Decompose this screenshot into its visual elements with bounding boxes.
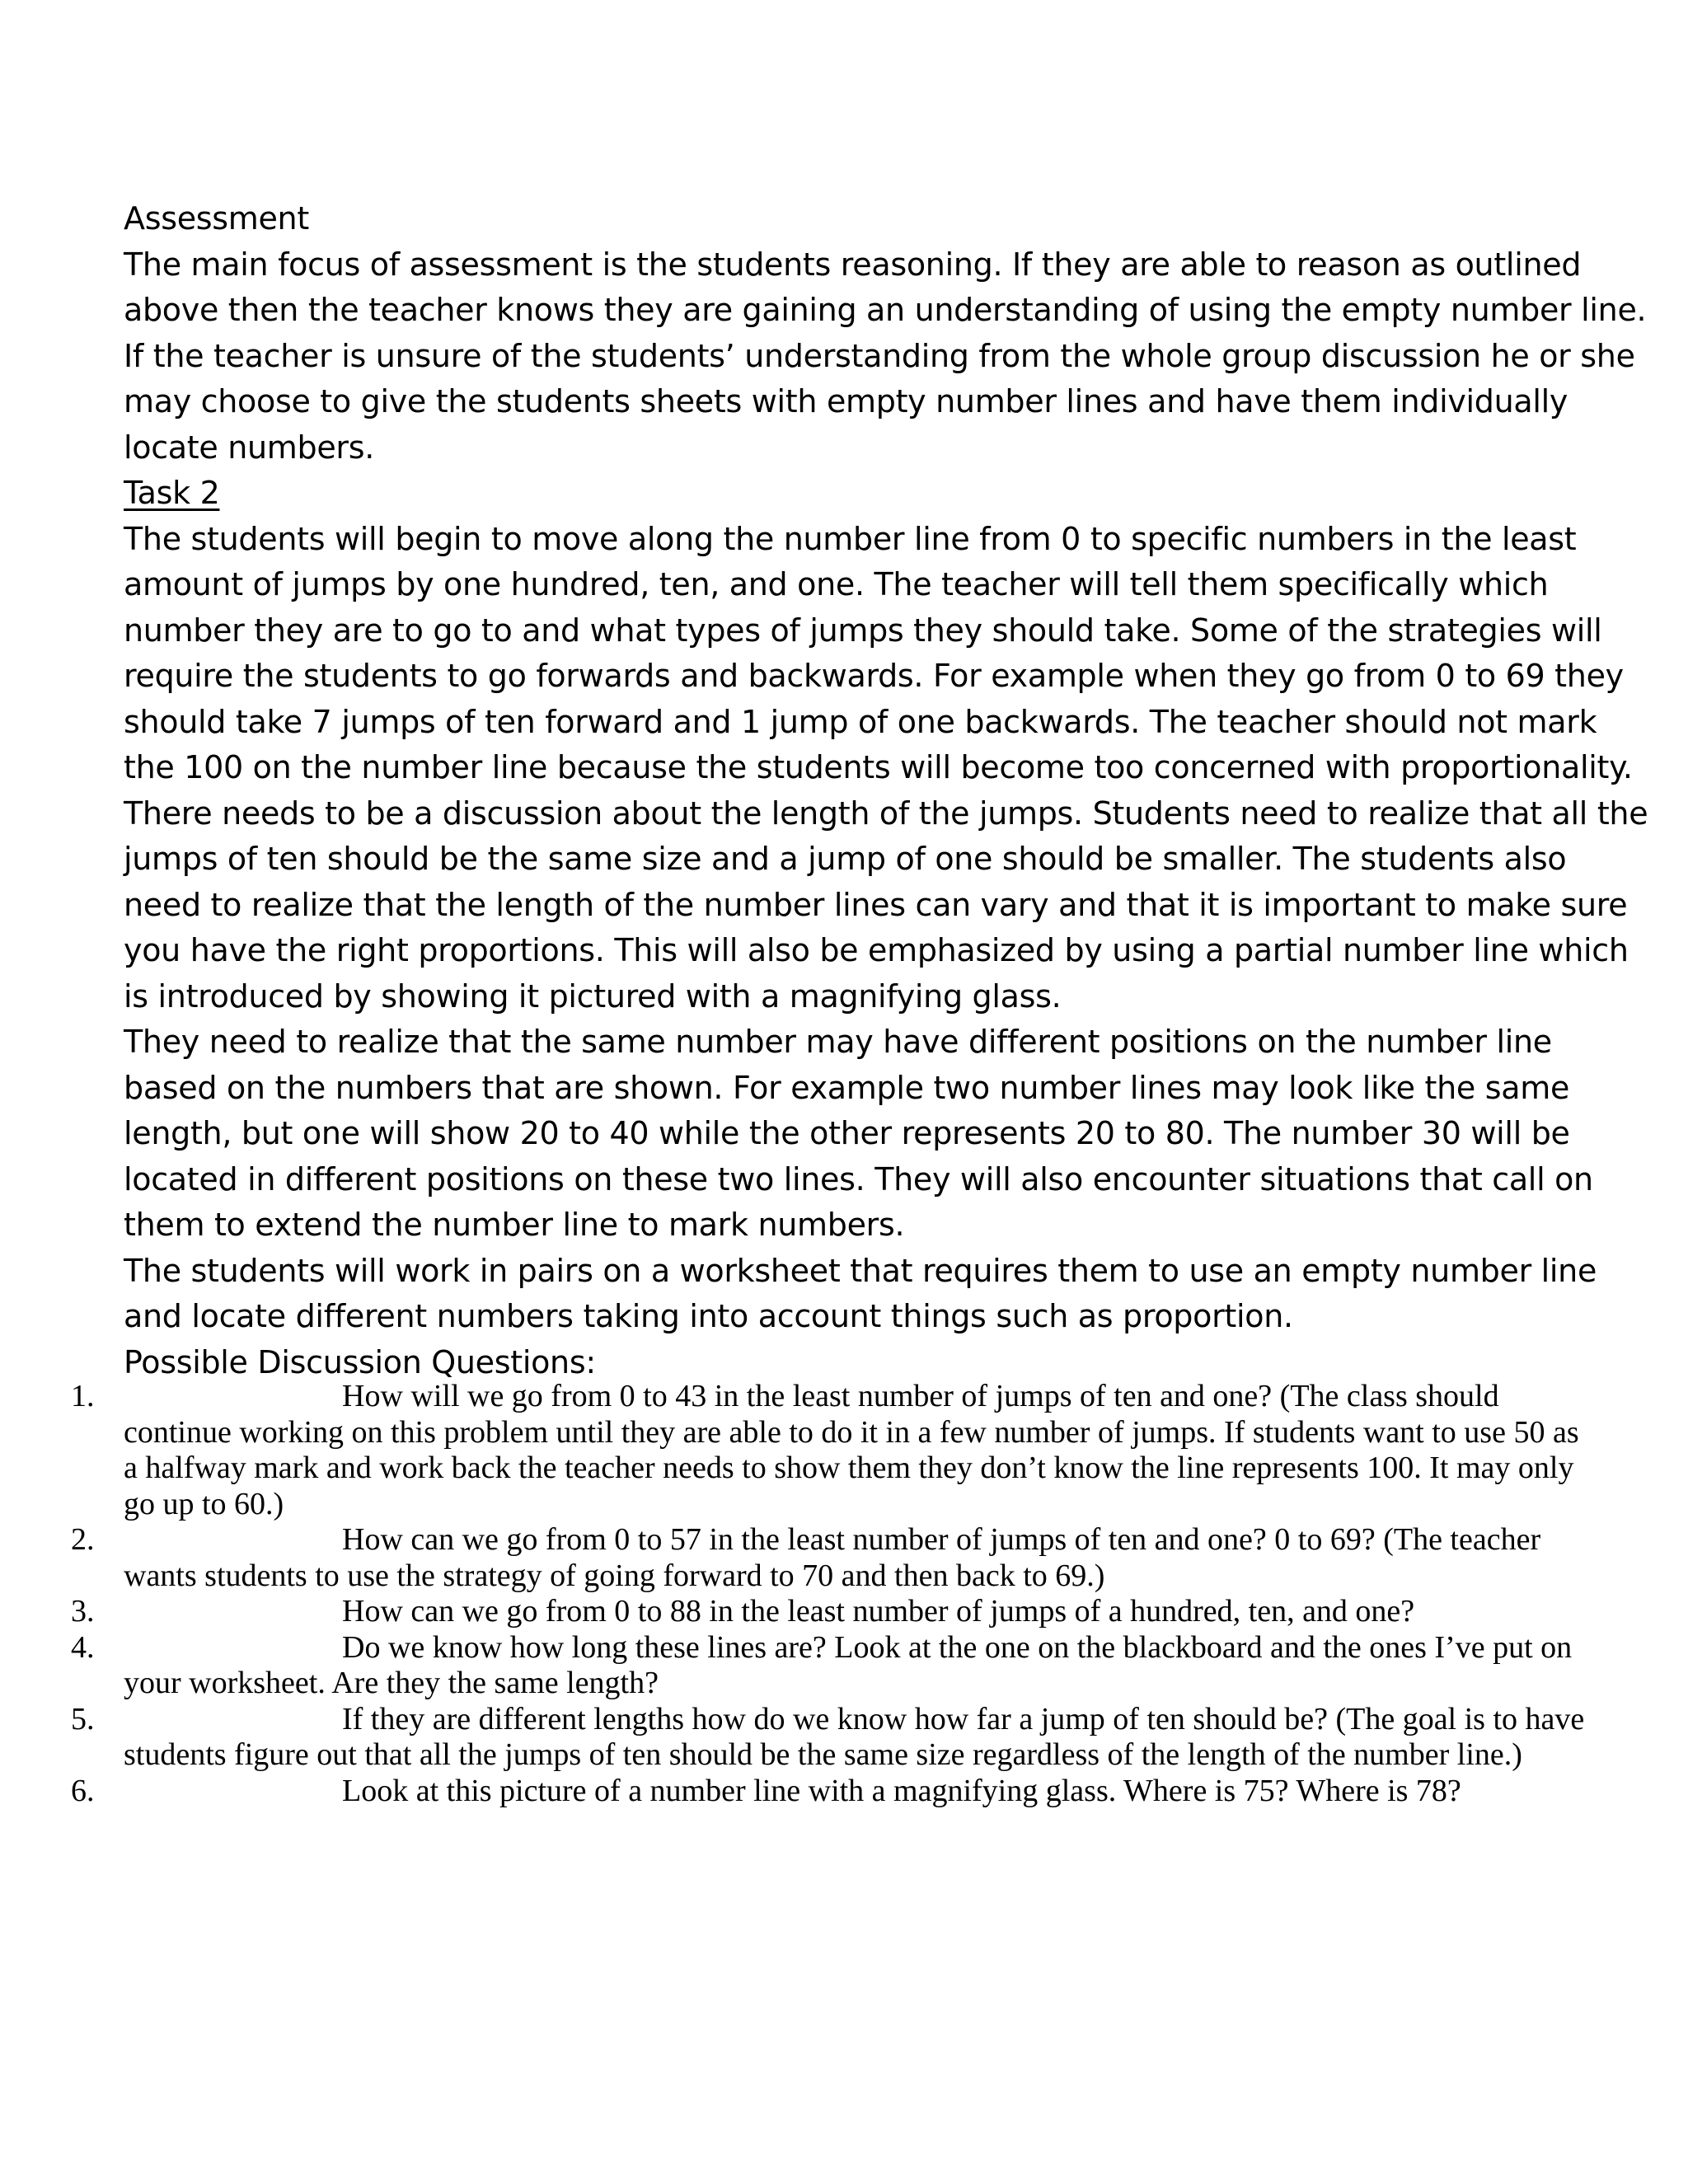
question-number: 3. [71, 1594, 95, 1629]
discussion-question [0, 1379, 1688, 1522]
number-positions-paragraph: They need to realize that the same number may have different positions on the number line based on the numbers that are shown. For example two number lines may look like the same length, but one will show 20 to 40 while the other represents 20 to 80. The number 30 will be located in different positions on these two lines. They will also encounter situations that call on them to extend the number line to mark numbers. [124, 1024, 1593, 1243]
question-text: How will we go from 0 to 43 in the least number of jumps of ten and one? (The class should continue working on this problem until they are able to do it in a few number of jumps. If students want to use 50 as a halfway mark and work back the teacher needs to show them they don’t know the line represents 100. It may only go up to 60.) [124, 1379, 1579, 1521]
task-2-heading: Task 2 [124, 475, 220, 511]
body-text [124, 196, 1648, 1385]
question-number: 1. [71, 1379, 95, 1413]
discussion-question [0, 1630, 1688, 1702]
question-text: How can we go from 0 to 57 in the least number of jumps of ten and one? 0 to 69? (The teacher wants students to use the strategy of going forward to 70 and then back to 69.) [124, 1522, 1541, 1593]
assessment-heading: Assessment [124, 200, 309, 237]
question-number: 5. [71, 1701, 95, 1736]
question-text: How can we go from 0 to 88 in the least number of jumps of a hundred, ten, and one? [342, 1594, 1415, 1629]
assessment-paragraph: The main focus of assessment is the students reasoning. If they are able to reason as outlined above then the teacher knows they are gaining an understanding of using the empty number line. If the teacher is unsure of the students’ understanding from the whole group discussion he or she may choose to give the students sheets with empty number lines and have them individually locate numbers. [124, 246, 1647, 466]
question-number: 6. [71, 1773, 95, 1808]
question-text: Look at this picture of a number line with a magnifying glass. Where is 75? Where is 78? [342, 1773, 1461, 1808]
discussion-questions-list [0, 1379, 1688, 1809]
discussion-questions-heading: Possible Discussion Questions: [124, 1343, 596, 1380]
question-text: If they are different lengths how do we know how far a jump of ten should be? (The goal is to have students figure out that all the jumps of ten should be the same size regardless of the length of the number line.) [124, 1701, 1585, 1772]
task-2-paragraph: The students will begin to move along the number line from 0 to specific numbers in the least amount of jumps by one hundred, ten, and one. The teacher will tell them specifically which number they are to go to and what types of jumps they should take. Some of the strategies will require the students to go forwards and backwards. For example when they go from 0 to 69 they should take 7 jumps of ten forward and 1 jump of one backwards. The teacher should not mark the 100 on the number line because the students will become too concerned with proportionality. There needs to be a discussion about the length of the jumps. Students need to realize that all the jumps of ten should be the same size and a jump of one should be smaller. The students also need to realize that the length of the number lines can vary and that it is important to make sure you have the right proportions. This will also be emphasized by using a partial number line which is introduced by showing it pictured with a magnifying glass. [124, 520, 1648, 1015]
worksheet-paragraph: The students will work in pairs on a worksheet that requires them to use an empty number line and locate different numbers taking into account things such as proportion. [124, 1252, 1597, 1334]
question-number: 4. [71, 1629, 95, 1665]
question-text: Do we know how long these lines are? Look at the one on the blackboard and the ones I’ve put on your worksheet. Are they the same length? [124, 1629, 1573, 1700]
discussion-question [0, 1594, 1688, 1630]
question-number: 2. [71, 1522, 95, 1557]
discussion-question [0, 1774, 1688, 1810]
discussion-question [0, 1702, 1688, 1774]
discussion-question [0, 1522, 1688, 1594]
